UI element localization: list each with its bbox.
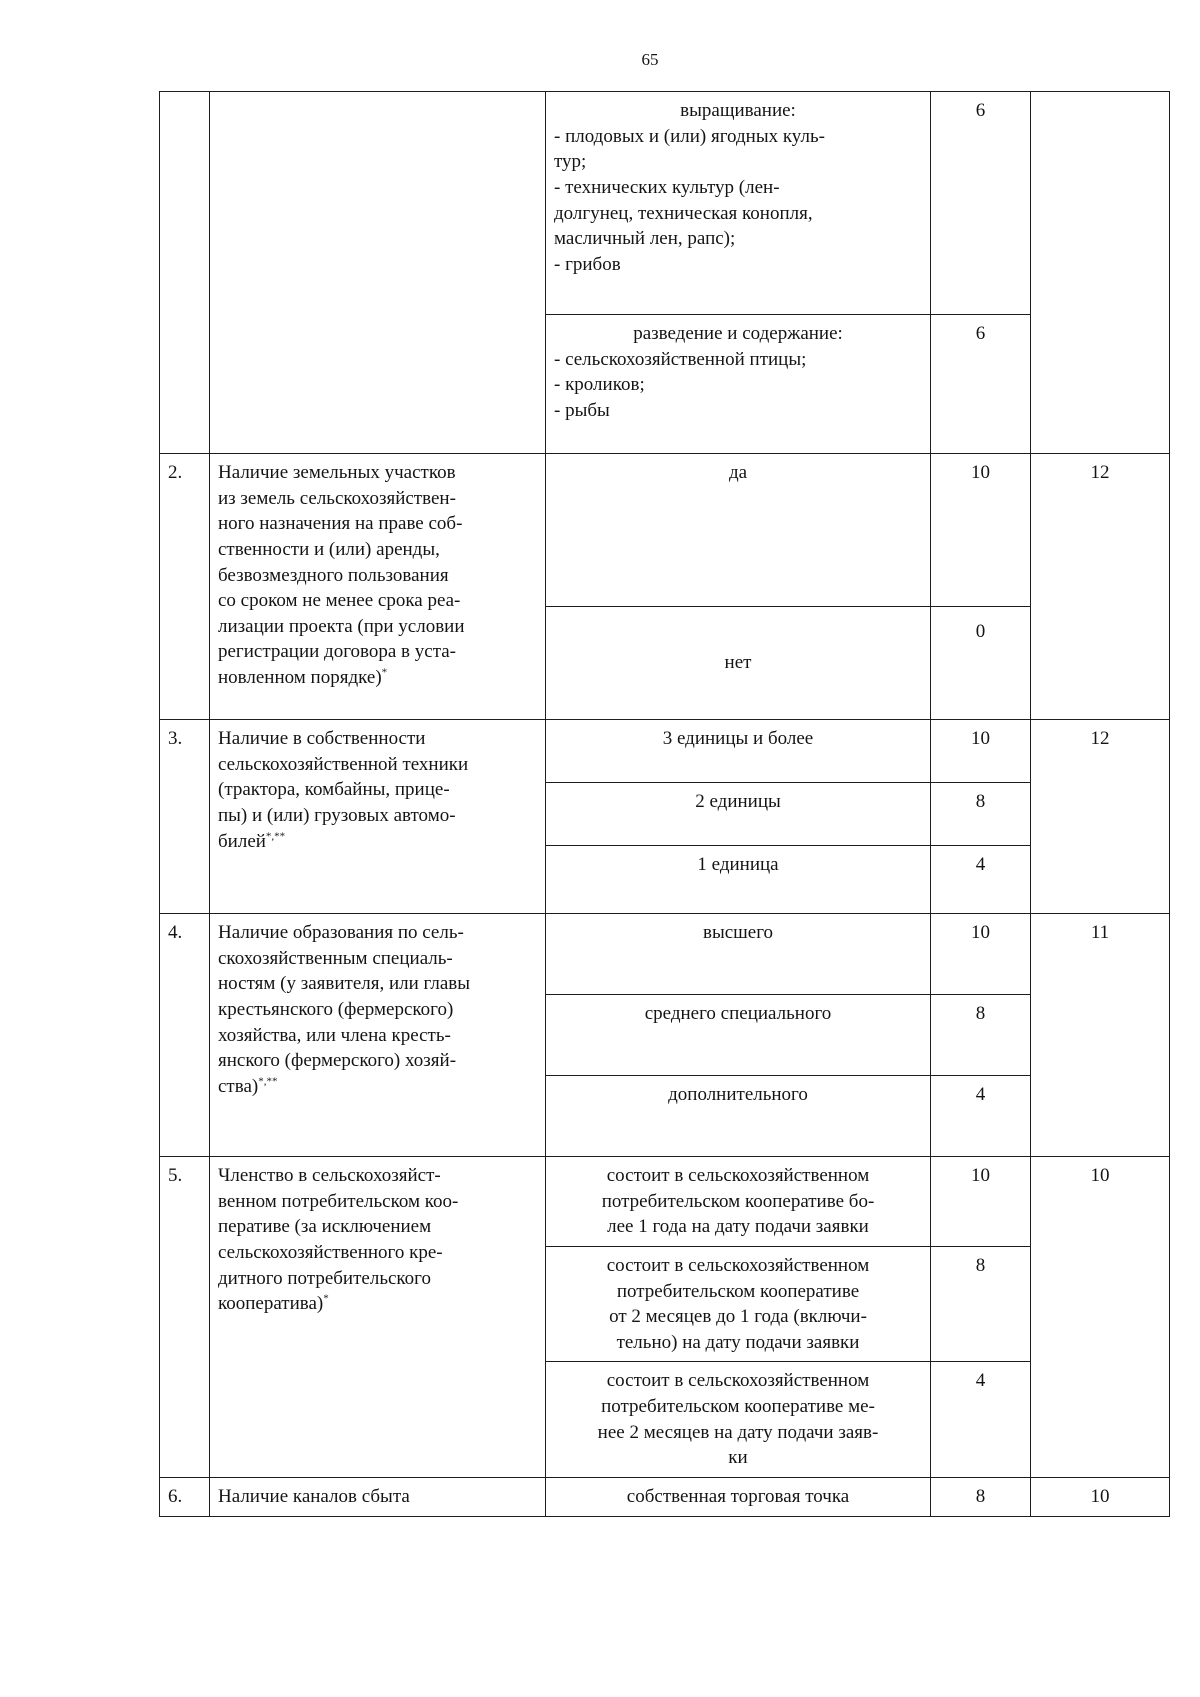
option-cell: нет: [546, 607, 931, 720]
score-cell: 8: [931, 995, 1031, 1076]
criterion-line: Наличие образования по сель-: [218, 922, 464, 943]
score-cell: 10: [931, 720, 1031, 783]
criterion-cell: [210, 454, 546, 720]
criterion-line: пы) и (или) грузовых автомо-: [218, 804, 456, 826]
max-score-cell: 10: [1031, 1478, 1170, 1517]
score-cell: 4: [931, 1076, 1031, 1157]
criterion-line-text: билей: [218, 830, 266, 852]
criterion-line: дитного потребительского: [218, 1267, 431, 1289]
criterion-line: хозяйства, или члена кресть-: [218, 1024, 451, 1046]
option-cell: 3 единицы и более: [546, 720, 931, 783]
option-cell: дополнительного: [546, 1076, 931, 1157]
score-cell: 10: [931, 454, 1031, 607]
option-line: масличный лен, рапс);: [554, 228, 736, 250]
option-line: - грибов: [554, 253, 621, 275]
score-cell: 4: [931, 846, 1031, 914]
table-row: [160, 1478, 1170, 1517]
option-line: - сельскохозяйственной птицы;: [554, 348, 807, 370]
criterion-line: [218, 829, 537, 855]
option-cell: среднего специального: [546, 995, 931, 1076]
score-cell: 8: [931, 783, 1031, 846]
criterion-line-text: ства): [218, 1075, 259, 1097]
option-line: потребительском кооперативе: [616, 1280, 860, 1302]
option-line: - плодовых и (или) ягодных куль-: [554, 125, 825, 147]
criteria-table: [159, 91, 1170, 1517]
score-cell: 8: [931, 1246, 1031, 1362]
score-cell: 8: [931, 1478, 1031, 1517]
option-line: состоит в сельскохозяйственном: [606, 1165, 870, 1186]
option-cell: [546, 315, 931, 454]
max-score-cell: 10: [1031, 1157, 1170, 1478]
criterion-line: ностям (у заявителя, или главы: [218, 973, 471, 995]
option-line: состоит в сельскохозяйственном: [606, 1254, 870, 1276]
option-cell: да: [546, 454, 931, 607]
table-row: [160, 914, 1170, 995]
option-cell: [546, 92, 931, 315]
footnote-mark: *: [323, 1292, 329, 1305]
footnote-mark: *: [381, 666, 388, 679]
option-cell: [546, 1246, 931, 1362]
option-line: тур;: [554, 151, 587, 173]
criterion-line: [218, 1291, 537, 1317]
page-number: 65: [641, 50, 659, 69]
option-cell: [546, 1362, 931, 1478]
score-cell: 6: [931, 315, 1031, 454]
option-line: ки: [728, 1447, 748, 1469]
option-cell: 1 единица: [546, 846, 931, 914]
criterion-line: регистрации договора в уста-: [218, 641, 457, 663]
row-number-cell: 2.: [160, 454, 210, 720]
max-score-cell: 11: [1031, 914, 1170, 1157]
footnote-mark: *,**: [265, 830, 286, 843]
footnote-mark: *,**: [258, 1075, 278, 1088]
score-cell: 6: [931, 92, 1031, 315]
max-score-cell: [1031, 92, 1170, 454]
criterion-line: крестьянского (фермерского): [218, 998, 454, 1020]
criterion-line: (трактора, комбайны, прице-: [218, 779, 450, 801]
option-line: состоит в сельскохозяйственном: [606, 1370, 870, 1392]
option-cell: собственная торговая точка: [546, 1478, 931, 1517]
max-score-cell: 12: [1031, 454, 1170, 720]
table-row: [160, 720, 1170, 783]
criterion-line: со сроком не менее срока реа-: [218, 590, 461, 612]
option-line: лее 1 года на дату подачи заявки: [607, 1216, 869, 1238]
row-number-cell: 3.: [160, 720, 210, 914]
criterion-line: перативе (за исключением: [218, 1216, 432, 1238]
max-score-cell: 12: [1031, 720, 1170, 914]
criterion-line: безвозмездного пользования: [218, 564, 449, 586]
criterion-line: лизации проекта (при условии: [218, 615, 465, 637]
row-number-cell: [160, 92, 210, 454]
criterion-line: сельскохозяйственного кре-: [218, 1241, 443, 1263]
criterion-line: сельскохозяйственной техники: [218, 753, 469, 775]
criterion-line: [218, 1074, 537, 1100]
criterion-line: ного назначения на праве соб-: [218, 513, 463, 535]
option-line: долгунец, техническая конопля,: [554, 202, 813, 224]
option-line: потребительском кооперативе бо-: [601, 1190, 875, 1212]
row-number-cell: 6.: [160, 1478, 210, 1517]
criterion-line: скохозяйственным специаль-: [218, 947, 453, 969]
criterion-cell: [210, 914, 546, 1157]
criterion-cell: Наличие каналов сбыта: [210, 1478, 546, 1517]
table-row: [160, 92, 1170, 315]
score-cell: 10: [931, 1157, 1031, 1247]
criterion-line: ственности и (или) аренды,: [218, 538, 440, 560]
criterion-line-text: кооператива): [218, 1293, 324, 1315]
option-header: выращивание:: [680, 100, 796, 121]
score-cell: 10: [931, 914, 1031, 995]
option-line: - кроликов;: [554, 374, 645, 396]
criterion-line: Членство в сельскохозяйст-: [218, 1165, 441, 1186]
score-cell: 0: [931, 607, 1031, 720]
option-line: - рыбы: [554, 399, 610, 421]
option-cell: высшего: [546, 914, 931, 995]
criterion-line: Наличие земельных участков: [218, 462, 456, 483]
option-line: нее 2 месяцев на дату подачи заяв-: [597, 1421, 879, 1443]
criterion-line: Наличие в собственности: [218, 728, 426, 749]
option-line: потребительском кооперативе ме-: [601, 1396, 875, 1418]
table-row: [160, 1157, 1170, 1247]
option-line: - технических культур (лен-: [554, 176, 780, 198]
option-cell: 2 единицы: [546, 783, 931, 846]
criterion-line: [218, 665, 537, 691]
criterion-line-text: новленном порядке): [218, 667, 382, 689]
row-number-cell: 4.: [160, 914, 210, 1157]
option-header: разведение и содержание:: [633, 323, 843, 344]
criterion-line: янского (фермерского) хозяй-: [218, 1050, 457, 1072]
row-number-cell: 5.: [160, 1157, 210, 1478]
criterion-cell: [210, 1157, 546, 1478]
criterion-cell: [210, 92, 546, 454]
criterion-cell: [210, 720, 546, 914]
criterion-line: из земель сельскохозяйствен-: [218, 487, 456, 509]
criterion-line: венном потребительском коо-: [218, 1190, 459, 1212]
option-cell: [546, 1157, 931, 1247]
option-line: от 2 месяцев до 1 года (включи-: [609, 1306, 867, 1328]
score-cell: 4: [931, 1362, 1031, 1478]
option-line: тельно) на дату подачи заявки: [616, 1331, 860, 1353]
table-row: [160, 454, 1170, 607]
